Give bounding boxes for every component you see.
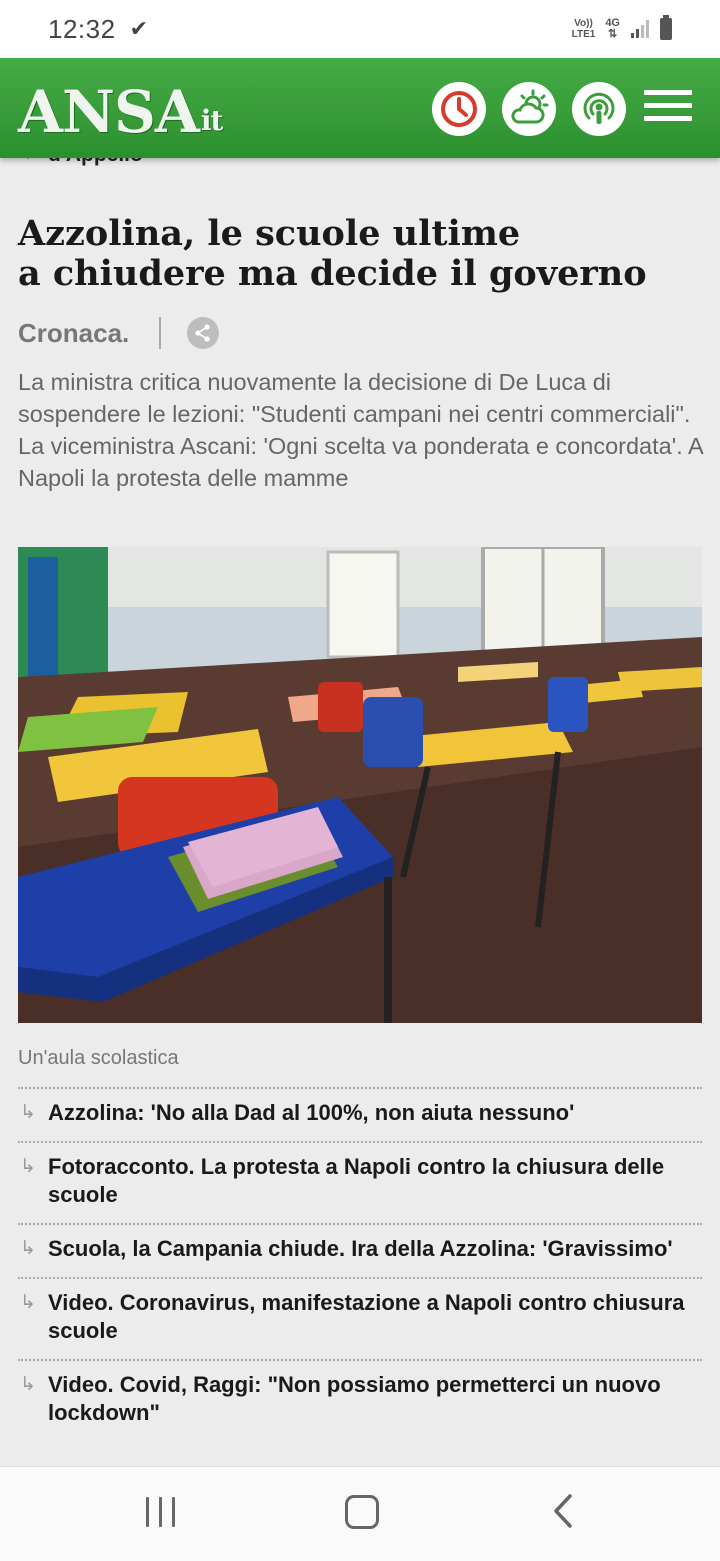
related-article-item[interactable]: [18, 1087, 702, 1141]
volte-label: Vo)): [574, 18, 593, 29]
share-button[interactable]: [187, 317, 219, 349]
recent-apps-icon[interactable]: [146, 1497, 176, 1527]
status-bar: [0, 0, 720, 58]
weather-button[interactable]: [502, 82, 556, 136]
back-icon[interactable]: [550, 1493, 578, 1529]
clock-icon: [439, 89, 479, 129]
related-article-item[interactable]: [18, 1277, 702, 1359]
share-icon: [193, 323, 213, 343]
logo-suffix-text: it: [200, 104, 223, 137]
weather-icon: [508, 88, 550, 130]
signal-icon: [630, 19, 650, 39]
related-article-title[interactable]: Video. Covid, Raggi: "Non possiamo permetterci un nuovo lockdown": [48, 1372, 661, 1425]
related-arrow-icon: ↳: [20, 1238, 36, 1259]
home-icon[interactable]: [345, 1495, 379, 1529]
volte-indicator: [572, 18, 596, 40]
system-nav-bar: [0, 1466, 720, 1561]
latest-news-button[interactable]: [432, 82, 486, 136]
download-complete-icon: ✔: [129, 16, 149, 41]
classroom-illustration: [18, 547, 702, 1023]
related-article-item[interactable]: [18, 1223, 702, 1277]
ansa-logo[interactable]: [18, 78, 222, 146]
photo-caption: Un'aula scolastica: [18, 1047, 179, 1069]
data-type-label: 4G: [605, 17, 620, 29]
related-arrow-icon: ↳: [20, 1292, 36, 1313]
related-article-title[interactable]: Video. Coronavirus, manifestazione a Napoli contro chiusura scuole: [48, 1290, 685, 1343]
battery-icon: [660, 18, 672, 40]
podcast-button[interactable]: [572, 82, 626, 136]
related-articles-list: [18, 1087, 702, 1441]
related-article-title[interactable]: Scuola, la Campania chiude. Ira della Azzolina: 'Gravissimo': [48, 1236, 673, 1261]
article-title: [18, 214, 708, 294]
related-article-item[interactable]: [18, 1141, 702, 1223]
article-title-line-1: Azzolina, le scuole ultime: [18, 213, 521, 254]
related-arrow-icon: ↳: [20, 1102, 36, 1123]
related-arrow-icon: ↳: [20, 1156, 36, 1177]
related-arrow-icon: ↳: [20, 1374, 36, 1395]
logo-main-text: ANSA: [18, 78, 199, 146]
app-header: [0, 58, 720, 158]
lte-label: LTE1: [571, 29, 596, 40]
related-article-item[interactable]: [18, 1359, 702, 1441]
meta-divider: [159, 317, 161, 349]
data-arrows-icon: ⇅: [608, 28, 618, 40]
podcast-icon: [578, 88, 620, 130]
related-article-title[interactable]: Azzolina: 'No alla Dad al 100%, non aiuta nessuno': [48, 1100, 575, 1125]
article-summary: La ministra critica nuovamente la decisione di De Luca di sospendere le lezioni: "Studenti campani nei centri commerciali". La viceministra Ascani: 'Ogni scelta va ponderata e concordata'. A Napoli la protesta delle mamme: [18, 369, 703, 491]
status-time: 12:32: [48, 13, 116, 44]
article-photo[interactable]: [18, 547, 702, 1023]
article-meta: [18, 316, 219, 350]
menu-icon[interactable]: [644, 90, 692, 128]
section-link[interactable]: Cronaca.: [18, 317, 130, 348]
data-indicator: [605, 18, 620, 40]
status-icons: [572, 18, 672, 40]
article-title-line-2: a chiudere ma decide il governo: [18, 253, 647, 294]
related-article-title[interactable]: Fotoracconto. La protesta a Napoli contro la chiusura delle scuole: [48, 1154, 665, 1207]
